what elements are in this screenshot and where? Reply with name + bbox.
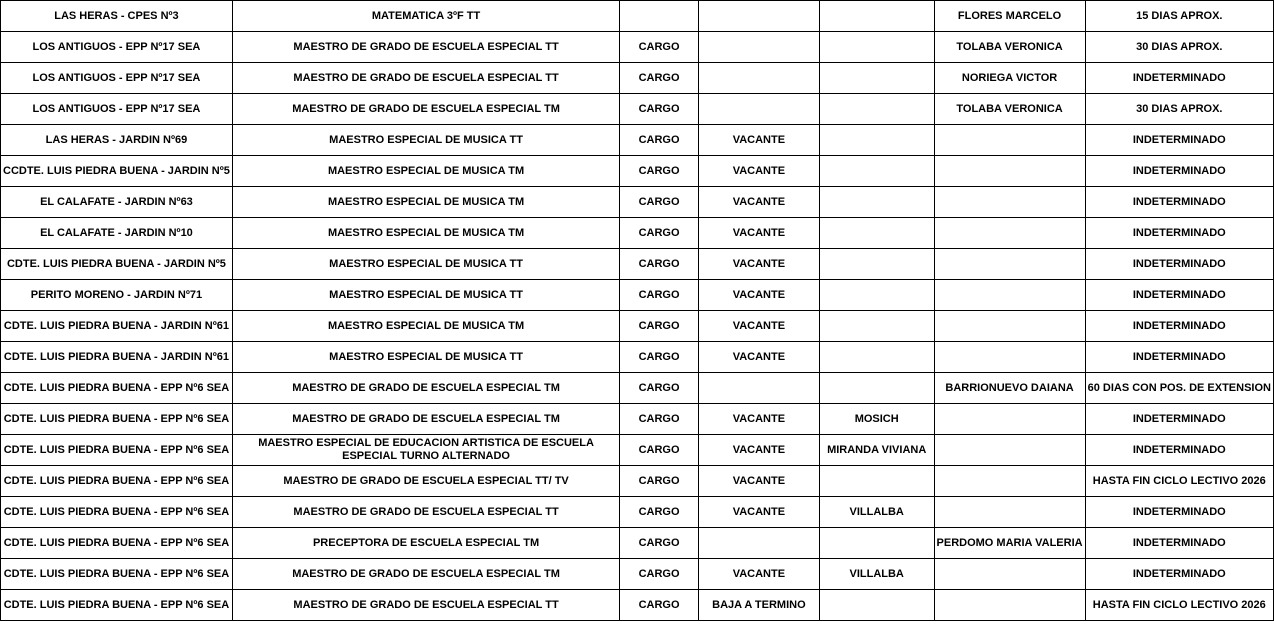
status-cell xyxy=(698,94,819,125)
duration-cell: INDETERMINADO xyxy=(1085,497,1273,528)
table-row xyxy=(1,187,1274,218)
school-cell: LOS ANTIGUOS - EPP Nº17 SEA xyxy=(1,94,233,125)
table-row xyxy=(1,63,1274,94)
table-row xyxy=(1,404,1274,435)
table-row xyxy=(1,590,1274,621)
type-cell: CARGO xyxy=(620,187,699,218)
previous-holder-cell xyxy=(819,280,934,311)
school-cell: EL CALAFATE - JARDIN Nº63 xyxy=(1,187,233,218)
school-cell: LOS ANTIGUOS - EPP Nº17 SEA xyxy=(1,63,233,94)
type-cell xyxy=(620,1,699,32)
status-cell: VACANTE xyxy=(698,404,819,435)
position-cell: MAESTRO DE GRADO DE ESCUELA ESPECIAL TM xyxy=(232,559,619,590)
substitute-cell xyxy=(934,342,1085,373)
position-cell: MAESTRO ESPECIAL DE MUSICA TT xyxy=(232,249,619,280)
substitute-cell xyxy=(934,218,1085,249)
substitute-cell: TOLABA VERONICA xyxy=(934,94,1085,125)
previous-holder-cell xyxy=(819,32,934,63)
duration-cell: INDETERMINADO xyxy=(1085,404,1273,435)
table-row xyxy=(1,373,1274,404)
previous-holder-cell xyxy=(819,466,934,497)
type-cell: CARGO xyxy=(620,218,699,249)
type-cell: CARGO xyxy=(620,435,699,466)
duration-cell: 60 DIAS CON POS. DE EXTENSION xyxy=(1085,373,1273,404)
status-cell xyxy=(698,63,819,94)
table-row xyxy=(1,156,1274,187)
type-cell: CARGO xyxy=(620,156,699,187)
table-row xyxy=(1,218,1274,249)
school-cell: CDTE. LUIS PIEDRA BUENA - EPP Nº6 SEA xyxy=(1,435,233,466)
status-cell: VACANTE xyxy=(698,125,819,156)
duration-cell: 30 DIAS APROX. xyxy=(1085,94,1273,125)
type-cell: CARGO xyxy=(620,404,699,435)
position-cell: MAESTRO ESPECIAL DE MUSICA TM xyxy=(232,187,619,218)
substitute-cell: PERDOMO MARIA VALERIA xyxy=(934,528,1085,559)
status-cell xyxy=(698,32,819,63)
duration-cell: INDETERMINADO xyxy=(1085,218,1273,249)
duration-cell: 15 DIAS APROX. xyxy=(1085,1,1273,32)
type-cell: CARGO xyxy=(620,342,699,373)
duration-cell: INDETERMINADO xyxy=(1085,528,1273,559)
duration-cell: HASTA FIN CICLO LECTIVO 2026 xyxy=(1085,466,1273,497)
table-row xyxy=(1,32,1274,63)
position-cell: MAESTRO ESPECIAL DE EDUCACION ARTISTICA DE ESCUELA ESPECIAL TURNO ALTERNADO xyxy=(232,435,619,466)
position-cell: MAESTRO ESPECIAL DE MUSICA TM xyxy=(232,311,619,342)
position-cell: MAESTRO DE GRADO DE ESCUELA ESPECIAL TT xyxy=(232,32,619,63)
type-cell: CARGO xyxy=(620,590,699,621)
status-cell: VACANTE xyxy=(698,249,819,280)
position-cell: MAESTRO ESPECIAL DE MUSICA TT xyxy=(232,280,619,311)
table-row xyxy=(1,559,1274,590)
status-cell: VACANTE xyxy=(698,342,819,373)
duration-cell: INDETERMINADO xyxy=(1085,156,1273,187)
substitute-cell xyxy=(934,311,1085,342)
type-cell: CARGO xyxy=(620,280,699,311)
substitute-cell: NORIEGA VICTOR xyxy=(934,63,1085,94)
previous-holder-cell xyxy=(819,311,934,342)
table-row xyxy=(1,435,1274,466)
table-row xyxy=(1,528,1274,559)
table-row xyxy=(1,125,1274,156)
substitute-cell xyxy=(934,497,1085,528)
position-cell: MAESTRO DE GRADO DE ESCUELA ESPECIAL TT xyxy=(232,497,619,528)
substitute-cell: FLORES MARCELO xyxy=(934,1,1085,32)
table-row xyxy=(1,94,1274,125)
type-cell: CARGO xyxy=(620,497,699,528)
previous-holder-cell: VILLALBA xyxy=(819,559,934,590)
school-cell: CCDTE. LUIS PIEDRA BUENA - JARDIN Nº5 xyxy=(1,156,233,187)
school-cell: CDTE. LUIS PIEDRA BUENA - EPP Nº6 SEA xyxy=(1,373,233,404)
position-cell: MAESTRO DE GRADO DE ESCUELA ESPECIAL TM xyxy=(232,94,619,125)
table-row xyxy=(1,1,1274,32)
status-cell: VACANTE xyxy=(698,280,819,311)
status-cell: VACANTE xyxy=(698,466,819,497)
position-cell: MAESTRO DE GRADO DE ESCUELA ESPECIAL TT xyxy=(232,63,619,94)
type-cell: CARGO xyxy=(620,528,699,559)
substitute-cell xyxy=(934,249,1085,280)
table-row xyxy=(1,280,1274,311)
table-row xyxy=(1,342,1274,373)
position-cell: MAESTRO DE GRADO DE ESCUELA ESPECIAL TM xyxy=(232,404,619,435)
school-cell: PERITO MORENO - JARDIN Nº71 xyxy=(1,280,233,311)
substitute-cell xyxy=(934,466,1085,497)
status-cell: BAJA A TERMINO xyxy=(698,590,819,621)
duration-cell: INDETERMINADO xyxy=(1085,280,1273,311)
type-cell: CARGO xyxy=(620,94,699,125)
previous-holder-cell xyxy=(819,218,934,249)
substitute-cell xyxy=(934,435,1085,466)
previous-holder-cell xyxy=(819,590,934,621)
school-cell: LAS HERAS - CPES Nº3 xyxy=(1,1,233,32)
school-cell: CDTE. LUIS PIEDRA BUENA - EPP Nº6 SEA xyxy=(1,497,233,528)
previous-holder-cell: VILLALBA xyxy=(819,497,934,528)
type-cell: CARGO xyxy=(620,32,699,63)
duration-cell: INDETERMINADO xyxy=(1085,187,1273,218)
school-cell: CDTE. LUIS PIEDRA BUENA - JARDIN Nº61 xyxy=(1,311,233,342)
position-cell: PRECEPTORA DE ESCUELA ESPECIAL TM xyxy=(232,528,619,559)
school-cell: CDTE. LUIS PIEDRA BUENA - EPP Nº6 SEA xyxy=(1,559,233,590)
status-cell: VACANTE xyxy=(698,187,819,218)
duration-cell: INDETERMINADO xyxy=(1085,125,1273,156)
position-cell: MAESTRO DE GRADO DE ESCUELA ESPECIAL TT xyxy=(232,590,619,621)
previous-holder-cell: MIRANDA VIVIANA xyxy=(819,435,934,466)
position-cell: MAESTRO ESPECIAL DE MUSICA TM xyxy=(232,156,619,187)
previous-holder-cell: MOSICH xyxy=(819,404,934,435)
status-cell xyxy=(698,373,819,404)
duration-cell: 30 DIAS APROX. xyxy=(1085,32,1273,63)
school-cell: EL CALAFATE - JARDIN Nº10 xyxy=(1,218,233,249)
school-cell: LAS HERAS - JARDIN Nº69 xyxy=(1,125,233,156)
type-cell: CARGO xyxy=(620,125,699,156)
duration-cell: HASTA FIN CICLO LECTIVO 2026 xyxy=(1085,590,1273,621)
position-cell: MAESTRO DE GRADO DE ESCUELA ESPECIAL TT/ TV xyxy=(232,466,619,497)
position-cell: MAESTRO DE GRADO DE ESCUELA ESPECIAL TM xyxy=(232,373,619,404)
status-cell: VACANTE xyxy=(698,218,819,249)
school-cell: CDTE. LUIS PIEDRA BUENA - EPP Nº6 SEA xyxy=(1,466,233,497)
school-cell: LOS ANTIGUOS - EPP Nº17 SEA xyxy=(1,32,233,63)
substitute-cell xyxy=(934,590,1085,621)
position-cell: MAESTRO ESPECIAL DE MUSICA TM xyxy=(232,218,619,249)
duration-cell: INDETERMINADO xyxy=(1085,249,1273,280)
previous-holder-cell xyxy=(819,1,934,32)
status-cell: VACANTE xyxy=(698,156,819,187)
position-cell: MAESTRO ESPECIAL DE MUSICA TT xyxy=(232,125,619,156)
previous-holder-cell xyxy=(819,342,934,373)
type-cell: CARGO xyxy=(620,249,699,280)
duration-cell: INDETERMINADO xyxy=(1085,63,1273,94)
duration-cell: INDETERMINADO xyxy=(1085,311,1273,342)
position-cell: MAESTRO ESPECIAL DE MUSICA TT xyxy=(232,342,619,373)
substitute-cell xyxy=(934,125,1085,156)
previous-holder-cell xyxy=(819,528,934,559)
substitute-cell xyxy=(934,156,1085,187)
duration-cell: INDETERMINADO xyxy=(1085,435,1273,466)
previous-holder-cell xyxy=(819,187,934,218)
status-cell xyxy=(698,1,819,32)
previous-holder-cell xyxy=(819,373,934,404)
school-cell: CDTE. LUIS PIEDRA BUENA - EPP Nº6 SEA xyxy=(1,528,233,559)
previous-holder-cell xyxy=(819,156,934,187)
status-cell: VACANTE xyxy=(698,559,819,590)
school-cell: CDTE. LUIS PIEDRA BUENA - EPP Nº6 SEA xyxy=(1,404,233,435)
previous-holder-cell xyxy=(819,63,934,94)
substitute-cell xyxy=(934,280,1085,311)
table-row xyxy=(1,249,1274,280)
type-cell: CARGO xyxy=(620,373,699,404)
previous-holder-cell xyxy=(819,125,934,156)
school-cell: CDTE. LUIS PIEDRA BUENA - JARDIN Nº61 xyxy=(1,342,233,373)
positions-table-body xyxy=(1,1,1274,621)
substitute-cell xyxy=(934,187,1085,218)
position-cell: MATEMATICA 3ºF TT xyxy=(232,1,619,32)
status-cell xyxy=(698,528,819,559)
substitute-cell: BARRIONUEVO DAIANA xyxy=(934,373,1085,404)
school-cell: CDTE. LUIS PIEDRA BUENA - JARDIN Nº5 xyxy=(1,249,233,280)
school-cell: CDTE. LUIS PIEDRA BUENA - EPP Nº6 SEA xyxy=(1,590,233,621)
type-cell: CARGO xyxy=(620,63,699,94)
previous-holder-cell xyxy=(819,249,934,280)
type-cell: CARGO xyxy=(620,466,699,497)
type-cell: CARGO xyxy=(620,311,699,342)
table-row xyxy=(1,466,1274,497)
type-cell: CARGO xyxy=(620,559,699,590)
substitute-cell xyxy=(934,559,1085,590)
status-cell: VACANTE xyxy=(698,497,819,528)
duration-cell: INDETERMINADO xyxy=(1085,559,1273,590)
duration-cell: INDETERMINADO xyxy=(1085,342,1273,373)
previous-holder-cell xyxy=(819,94,934,125)
table-row xyxy=(1,311,1274,342)
status-cell: VACANTE xyxy=(698,435,819,466)
substitute-cell: TOLABA VERONICA xyxy=(934,32,1085,63)
table-row xyxy=(1,497,1274,528)
substitute-cell xyxy=(934,404,1085,435)
status-cell: VACANTE xyxy=(698,311,819,342)
